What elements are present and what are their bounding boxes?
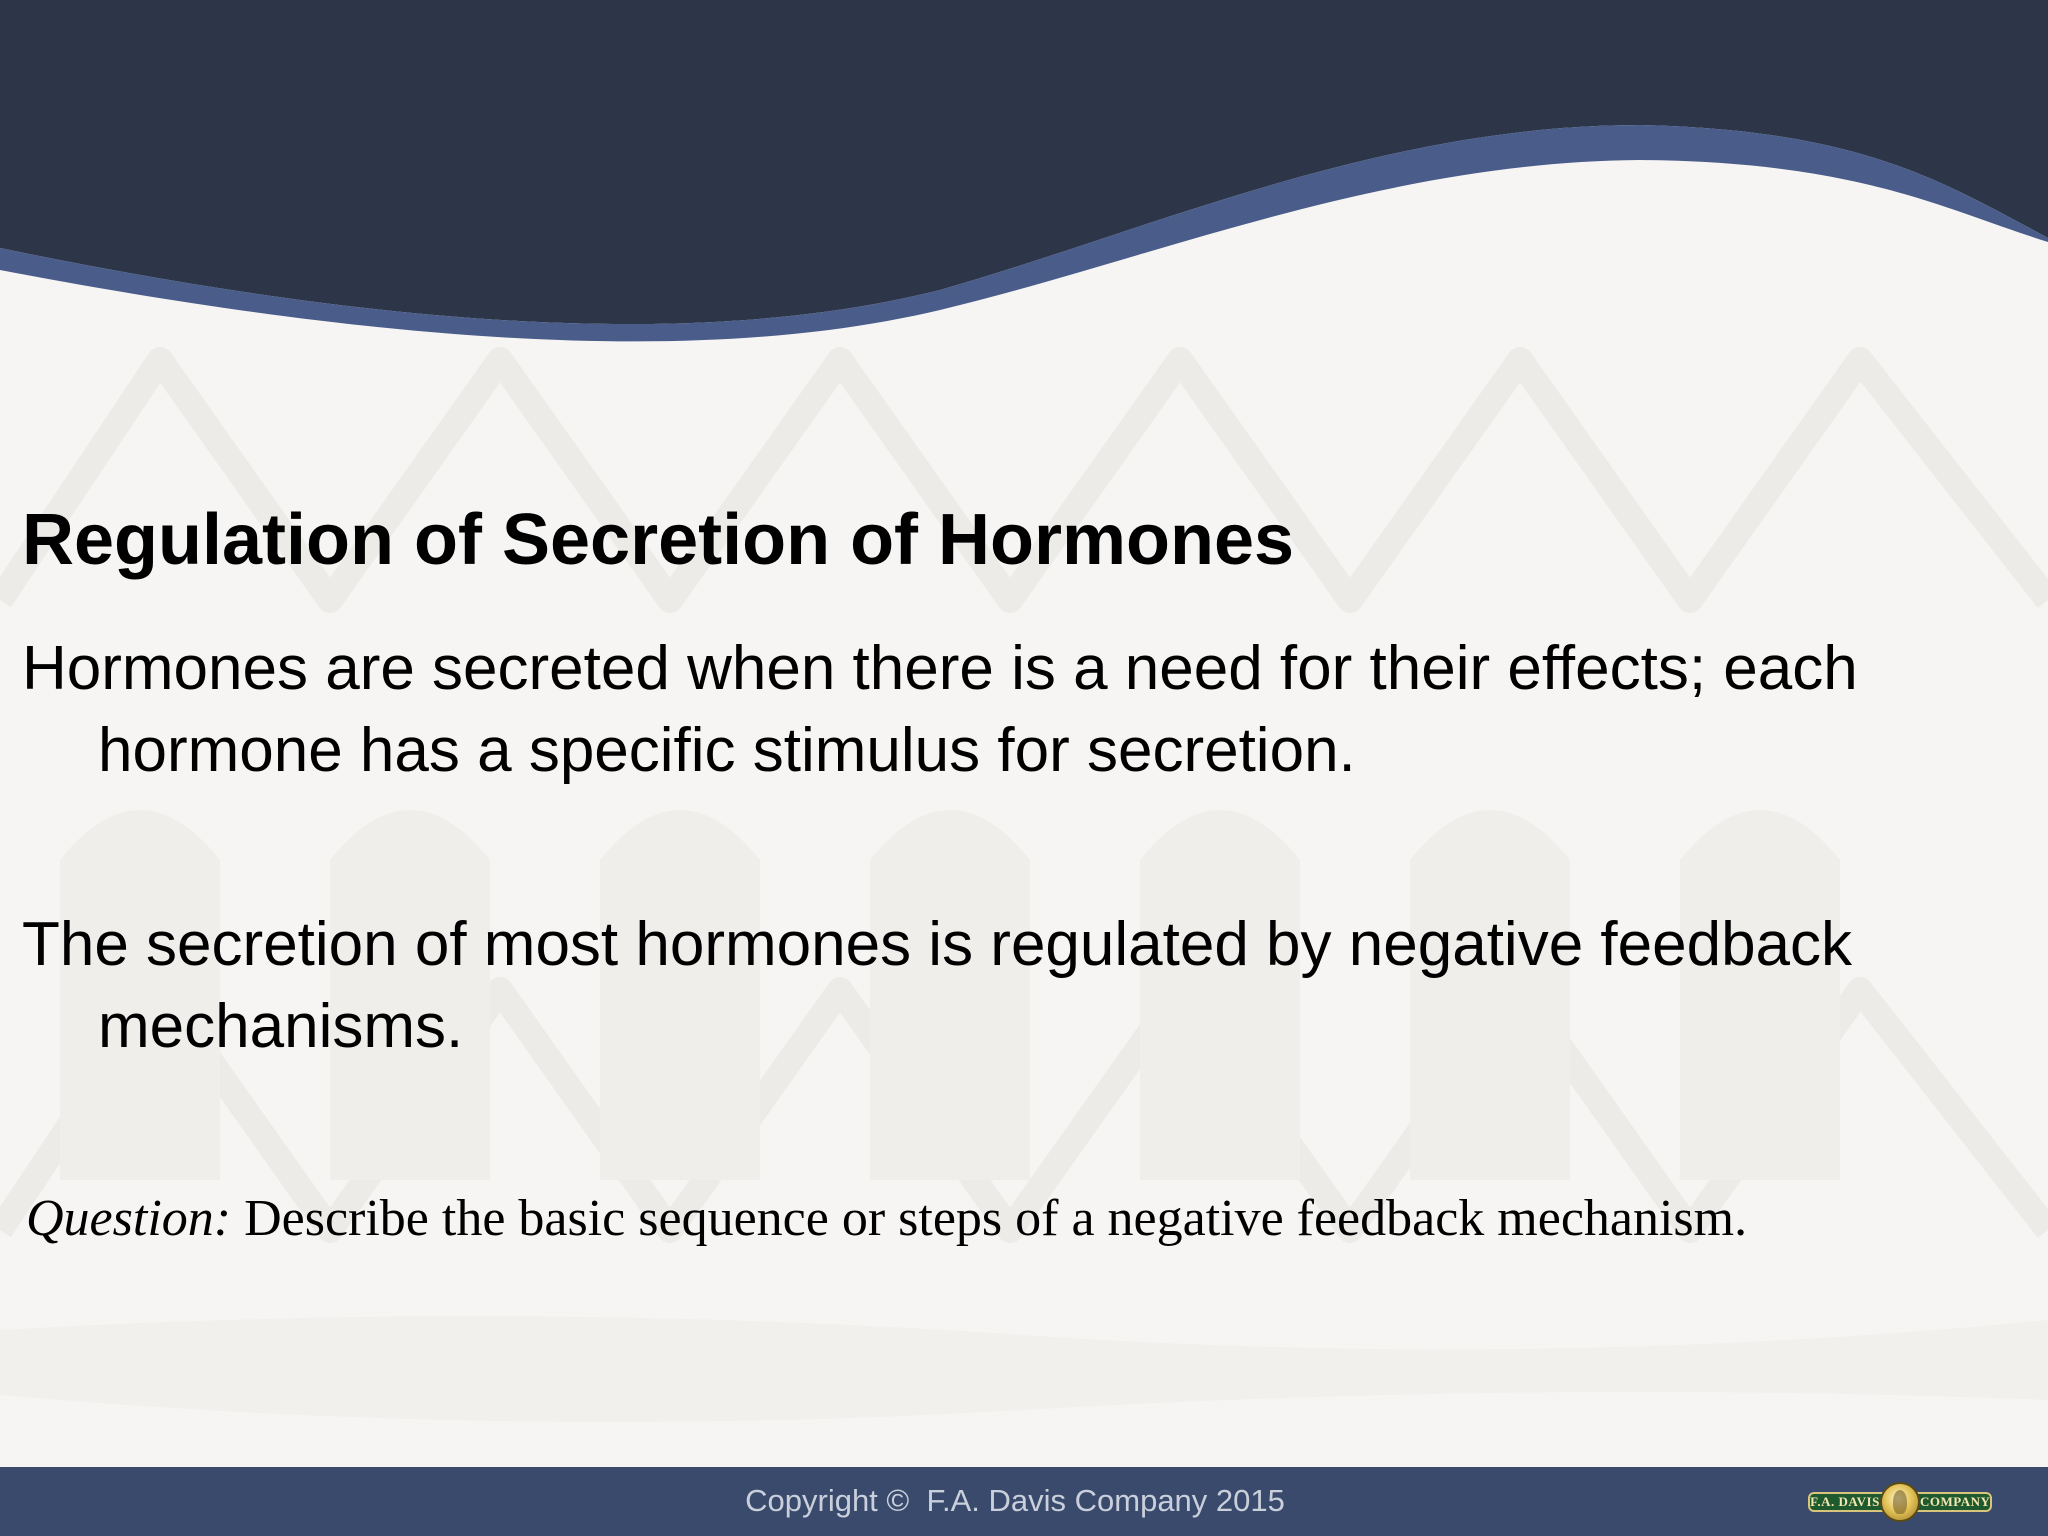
slide-title: Regulation of Secretion of Hormones: [22, 500, 1295, 580]
paragraph-hormone-secretion: Hormones are secreted when there is a need for their effects; each hormone has a specific stimulus for secretion.: [22, 634, 1858, 785]
logo-text-left: F.A. DAVIS: [1810, 1494, 1880, 1509]
question-block: [26, 1186, 1802, 1252]
fa-davis-logo: [1808, 1482, 1992, 1522]
logo-seal-icon: [1880, 1482, 1920, 1522]
question-label: Question:: [26, 1190, 232, 1247]
header-wave: [0, 0, 2048, 360]
copyright-text: Copyright © F.A. Davis Company 2015: [745, 1483, 1285, 1518]
question-text: Describe the basic sequence or steps of a negative feedback mechanism.: [231, 1190, 1748, 1247]
footer-bar: [0, 1467, 2048, 1536]
logo-text-right: COMPANY: [1920, 1494, 1991, 1509]
slide-body: [22, 628, 2002, 1068]
paragraph-negative-feedback: The secretion of most hormones is regulated by negative feedback mechanisms.: [22, 910, 1853, 1061]
